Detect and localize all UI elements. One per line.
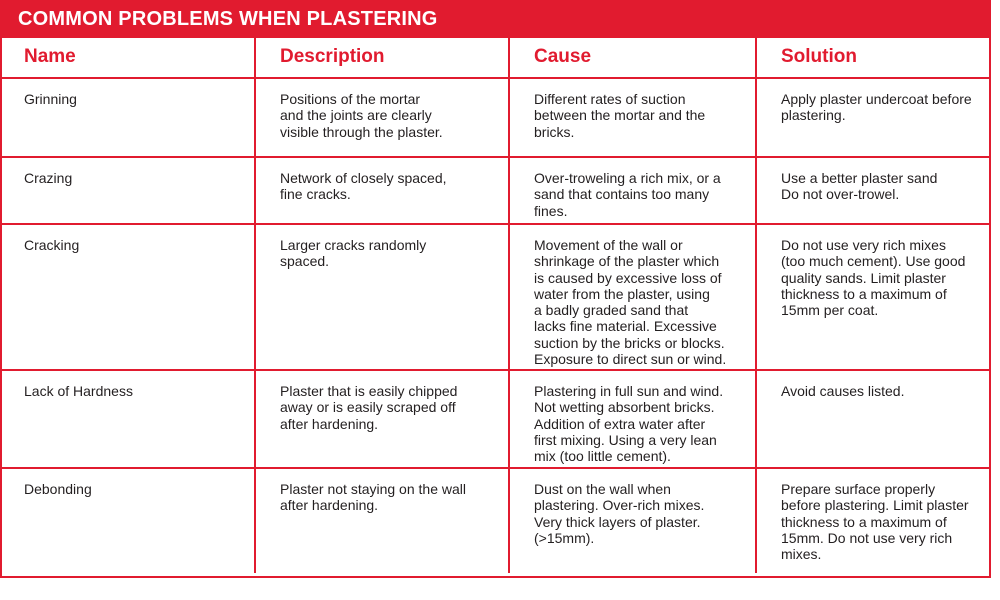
cell-solution <box>756 78 991 157</box>
cell-name <box>0 78 255 157</box>
cell-text: Plaster not staying on the wall after hardening. <box>280 481 466 514</box>
cell-text: Larger cracks randomly spaced. <box>280 237 427 270</box>
column-header-name: Name <box>0 38 255 78</box>
cell-name <box>0 157 255 224</box>
cell-name <box>0 468 255 573</box>
cell-description <box>255 468 509 573</box>
column-header-solution: Solution <box>756 38 991 78</box>
table-row <box>0 78 991 157</box>
cell-text: Over-troweling a rich mix, or a sand that contains too many fines. <box>534 170 721 219</box>
cell-description <box>255 157 509 224</box>
cell-text: Cracking <box>24 237 80 253</box>
cell-cause <box>509 224 756 370</box>
table-row <box>0 224 991 370</box>
cell-text: Crazing <box>24 170 73 186</box>
cell-text: Prepare surface properly before plastering. Limit plaster thickness to a maximum of 15mm. Do not use very rich mixes. <box>781 481 969 563</box>
cell-text: Network of closely spaced, fine cracks. <box>280 170 447 203</box>
cell-text: Plaster that is easily chipped away or is easily scraped off after hardening. <box>280 383 458 432</box>
cell-text: Positions of the mortar and the joints are clearly visible through the plaster. <box>280 91 443 140</box>
cell-solution <box>756 224 991 370</box>
cell-text: Grinning <box>24 91 77 107</box>
cell-solution <box>756 468 991 573</box>
page-title: COMMON PROBLEMS WHEN PLASTERING <box>0 0 991 38</box>
cell-text: Dust on the wall when plastering. Over-rich mixes. Very thick layers of plaster. (>15mm). <box>534 481 705 546</box>
cell-text: Plastering in full sun and wind. Not wetting absorbent bricks. Addition of extra water after first mixing. Using a very lean mix (too little cement). <box>534 383 724 465</box>
cell-text: Do not use very rich mixes (too much cement). Use good quality sands. Limit plaster thickness to a maximum of 15mm per coat. <box>781 237 966 319</box>
cell-name <box>0 224 255 370</box>
cell-text: Movement of the wall or shrinkage of the plaster which is caused by excessive loss of water from the plaster, using a badly graded sand that lacks fine material. Excessive suction by the bricks or blocks. Exposure to direct sun or wind. <box>534 237 727 368</box>
cell-text: Different rates of suction between the mortar and the bricks. <box>534 91 706 140</box>
table-row <box>0 468 991 573</box>
column-header-cause: Cause <box>509 38 756 78</box>
cell-solution <box>756 370 991 468</box>
cell-solution <box>756 157 991 224</box>
cell-text: Debonding <box>24 481 92 497</box>
cell-description <box>255 224 509 370</box>
cell-text: Lack of Hardness <box>24 383 133 399</box>
table-row <box>0 157 991 224</box>
column-header-description: Description <box>255 38 509 78</box>
cell-text: Avoid causes listed. <box>781 383 905 399</box>
cell-cause <box>509 157 756 224</box>
problems-table <box>0 38 991 573</box>
table-row <box>0 370 991 468</box>
cell-description <box>255 78 509 157</box>
cell-cause <box>509 78 756 157</box>
cell-name <box>0 370 255 468</box>
cell-cause <box>509 370 756 468</box>
cell-cause <box>509 468 756 573</box>
cell-text: Apply plaster undercoat before plastering. <box>781 91 972 124</box>
cell-description <box>255 370 509 468</box>
header-row <box>0 38 991 78</box>
cell-text: Use a better plaster sand Do not over-trowel. <box>781 170 938 203</box>
